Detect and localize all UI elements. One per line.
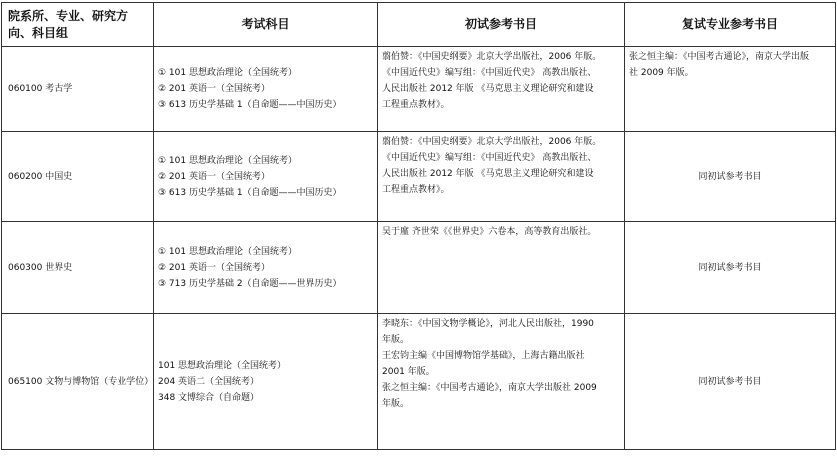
subject-line: ③ 713 历史学基础 2（自命题——世界历史） <box>158 278 342 289</box>
header-exam-subjects: 考试科目 <box>154 3 378 47</box>
book-line: 吴于廑 齐世荣《《世界史》六卷本，高等教育出版社。 <box>382 227 597 237</box>
header-retest-books: 复试专业参考书目 <box>625 3 836 47</box>
header-row <box>2 3 836 47</box>
book-line: 工程重点教材》。 <box>382 185 450 195</box>
retest-line: 同初试参考书目 <box>698 376 762 387</box>
table-row <box>2 132 836 222</box>
book-line: 张之恒主编：《中国考古通论》，南京大学出版社 2009 <box>382 383 597 393</box>
subject-line: ① 101 思想政治理论（全国统考） <box>158 246 297 257</box>
subject-line: ① 101 思想政治理论（全国统考） <box>158 155 297 166</box>
subject-line: 204 英语二（全国统考） <box>158 376 260 387</box>
header-major: 院系所、专业、研究方向、科目组 <box>2 3 154 47</box>
retest-line: 张之恒主编：《中国考古通论》，南京大学出版 <box>629 52 810 62</box>
books-cell <box>378 47 625 132</box>
retest-cell <box>625 222 836 314</box>
retest-cell <box>625 47 836 132</box>
subjects-cell <box>154 222 378 314</box>
subjects-cell <box>154 314 378 450</box>
book-line: 工程重点教材》。 <box>382 100 450 110</box>
book-line: 年版。 <box>382 335 410 345</box>
book-line: 年版。 <box>382 399 410 409</box>
book-line: 《中国近代史》编写组：《中国近代史》 高教出版社、 <box>382 153 597 163</box>
book-line: 人民出版社 2012 年版 《马克思主义理论研究和建设 <box>382 84 594 94</box>
retest-cell <box>625 314 836 450</box>
major-label: 065100 文物与博物馆（专业学位） <box>8 376 154 387</box>
subject-line: 101 思想政治理论（全国统考） <box>158 360 287 371</box>
major-cell: 060200 中国史 <box>2 132 154 222</box>
admissions-table <box>1 2 836 450</box>
subject-line: ③ 613 历史学基础 1（自命题——中国历史） <box>158 187 342 198</box>
subject-line: ② 201 英语一（全国统考） <box>158 262 270 273</box>
retest-line: 同初试参考书目 <box>698 171 762 182</box>
books-cell <box>378 222 625 314</box>
book-line: 翦伯赞：《中国史纲要》北京大学出版社，2006 年版。 <box>382 137 602 147</box>
retest-cell <box>625 132 836 222</box>
subject-line: ③ 613 历史学基础 1（自命题——中国历史） <box>158 100 342 110</box>
retest-line: 同初试参考书目 <box>698 262 762 273</box>
subjects-cell <box>154 132 378 222</box>
book-line: 《中国近代史》编写组：《中国近代史》 高教出版社、 <box>382 68 597 78</box>
major-cell <box>2 314 154 450</box>
book-line: 李晓东：《中国文物学概论》，河北人民出版社，1990 <box>382 319 594 329</box>
table-row <box>2 314 836 450</box>
retest-line: 社 2009 年版。 <box>629 68 694 78</box>
book-line: 王宏钧主编《中国博物馆学基础》，上海古籍出版社 <box>382 351 585 361</box>
book-line: 2001 年版。 <box>382 367 435 377</box>
major-cell: 060100 考古学 <box>2 47 154 132</box>
header-initial-books: 初试参考书目 <box>378 3 625 47</box>
subject-line: ② 201 英语一（全国统考） <box>158 171 270 182</box>
table-row <box>2 222 836 314</box>
table-row <box>2 47 836 132</box>
book-line: 翦伯赞：《中国史纲要》北京大学出版社，2006 年版。 <box>382 52 602 62</box>
books-cell <box>378 132 625 222</box>
subjects-cell <box>154 47 378 132</box>
subject-line: ② 201 英语一（全国统考） <box>158 84 270 94</box>
major-cell: 060300 世界史 <box>2 222 154 314</box>
subject-line: 348 文博综合（自命题） <box>158 392 260 403</box>
books-cell <box>378 314 625 450</box>
book-line: 人民出版社 2012 年版 《马克思主义理论研究和建设 <box>382 169 594 179</box>
subject-line: ① 101 思想政治理论（全国统考） <box>158 68 297 78</box>
